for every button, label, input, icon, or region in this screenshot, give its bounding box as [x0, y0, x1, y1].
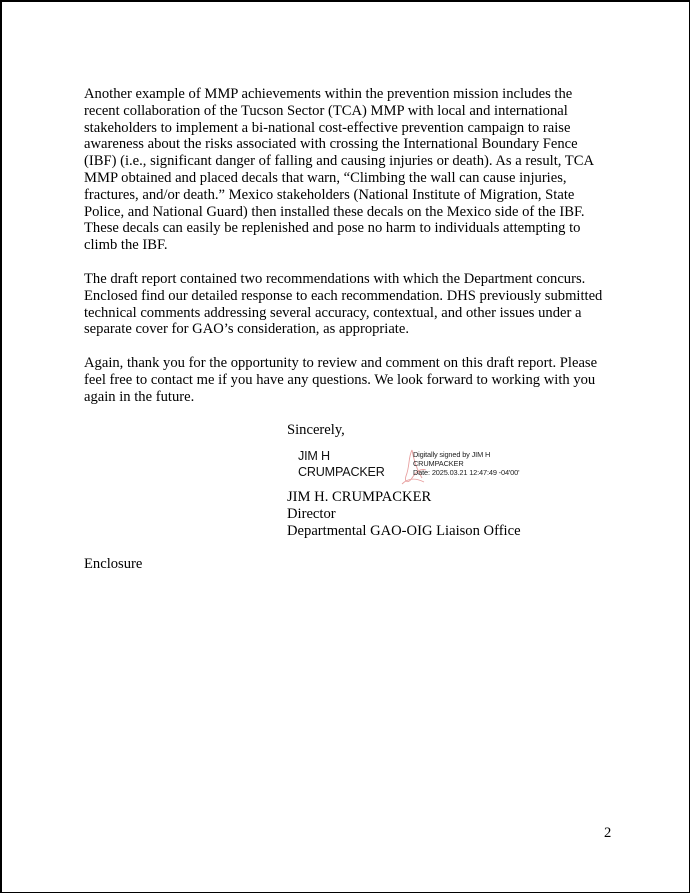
text-line: Police, and National Guard) then installed these decals on the Mexico side of the IBF. — [84, 203, 585, 220]
text-line: technical comments addressing several accuracy, contextual, and other issues under a — [84, 304, 582, 321]
text-line: stakeholders to implement a bi-national cost-effective prevention campaign to raise — [84, 119, 571, 136]
text-line: separate cover for GAO’s consideration, as appropriate. — [84, 321, 409, 338]
page-number: 2 — [604, 825, 612, 841]
paragraph-thank-you — [84, 355, 624, 405]
signer-title: Director — [287, 505, 336, 522]
signature-name: JIM H CRUMPACKER — [298, 449, 385, 479]
text-line: feel free to contact me if you have any questions. We look forward to working with you — [84, 371, 596, 388]
text-line: recent collaboration of the Tucson Sector (TCA) MMP with local and international — [84, 102, 568, 119]
digital-signature[interactable] — [298, 448, 538, 484]
text-line: MMP obtained and placed decals that warn, “Climbing the wall can cause injuries, — [84, 169, 567, 186]
signer-office: Departmental GAO-OIG Liaison Office — [287, 522, 521, 539]
signature-details: Digitally signed by JIM H CRUMPACKER Date: 2025.03.21 12:47:49 -04'00' — [413, 450, 520, 478]
text-line: fractures, and/or death.” Mexico stakeholders (National Institute of Migration, State — [84, 186, 575, 203]
closing-salutation: Sincerely, — [287, 422, 345, 438]
text-line: awareness about the risks associated with crossing the International Boundary Fence — [84, 136, 578, 153]
paragraph-recommendations — [84, 271, 624, 338]
signer-name: JIM H. CRUMPACKER — [287, 489, 432, 505]
paragraph-mmp-achievements — [84, 86, 624, 254]
text-line: Enclosed find our detailed response to each recommendation. DHS previously submitted — [84, 287, 603, 304]
text-line: The draft report contained two recommendations with which the Department concurs. — [84, 271, 586, 287]
text-line: These decals can easily be replenished and pose no harm to individuals attempting to — [84, 220, 581, 237]
enclosure-label: Enclosure — [84, 556, 143, 572]
signer-block — [287, 489, 521, 539]
text-line: (IBF) (i.e., significant danger of falling and causing injuries or death). As a result, TCA — [84, 153, 594, 170]
text-line: climb the IBF. — [84, 237, 168, 254]
text-line: Again, thank you for the opportunity to review and comment on this draft report. Please — [84, 355, 598, 371]
text-line: Another example of MMP achievements within the prevention mission includes the — [84, 86, 573, 102]
text-line: again in the future. — [84, 388, 195, 405]
